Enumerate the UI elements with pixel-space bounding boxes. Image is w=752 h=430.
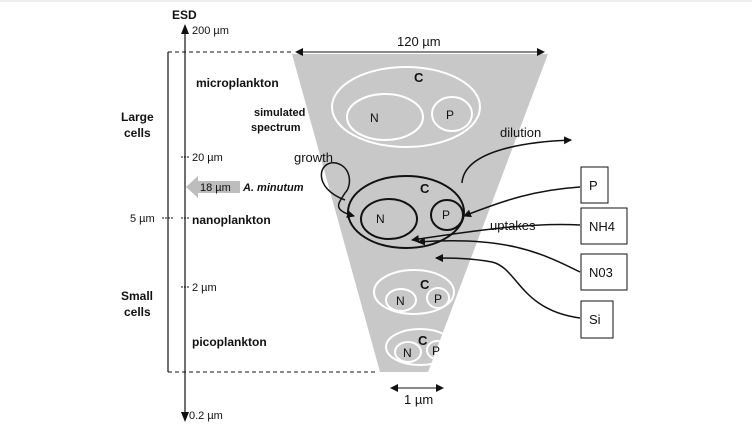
large-cells-label-1: Large [121,110,154,124]
top-width-label: 120 µm [397,34,441,49]
nutrient-label-nh4: NH4 [589,219,616,234]
micro-p-label: P [446,108,455,122]
micro-c-label: C [414,70,424,85]
uptakes-label: uptakes [490,218,536,233]
esd-axis-arrow-up [181,24,189,34]
esd-axis-arrow-down [181,412,189,422]
nano-p-label: P [442,208,451,222]
tick-5um: 5 µm [130,213,155,225]
growth-label: growth [294,150,334,165]
nutrient-box-no3 [581,254,627,290]
species-name-label: A. minutum [243,182,304,194]
species-size-label: 18 µm [200,182,231,194]
esd-title: ESD [172,8,197,22]
tick-20um: 20 µm [192,152,223,164]
tick-2um: 2 µm [192,282,217,294]
tick-0-2um: 0.2 µm [189,410,223,422]
small-cells-label-2: cells [124,305,151,319]
pico2-n-label: N [403,346,412,360]
picoplankton-label: picoplankton [192,335,267,349]
pico2-p-label: P [432,344,441,358]
nutrient-label-no3: N03 [589,265,613,280]
dilution-label: dilution [500,125,542,140]
pico1-c-label: C [420,277,430,292]
size-spectrum-funnel [292,54,548,372]
nutrient-label-p: P [589,178,598,193]
microplankton-label: microplankton [196,76,279,90]
nutrient-box-nh4 [581,208,627,244]
nanoplankton-label: nanoplankton [192,213,271,227]
nutrient-label-si: Si [589,312,601,327]
pico2-c-label: C [418,333,428,348]
simulated-spectrum-label-1: simulated [254,107,306,119]
large-cells-label-2: cells [124,126,151,140]
micro-n-label: N [370,111,379,125]
nutrient-box-si [581,301,613,338]
bottom-width-label: 1 µm [404,392,434,407]
pico1-n-label: N [396,294,405,308]
small-cells-label-1: Small [121,289,154,303]
tick-200um: 200 µm [192,25,229,37]
pico1-p-label: P [434,292,443,306]
nutrient-box-p [581,167,608,203]
nano-n-label: N [376,212,385,226]
simulated-spectrum-label-2: spectrum [251,122,301,134]
nano-c-label: C [420,181,430,196]
